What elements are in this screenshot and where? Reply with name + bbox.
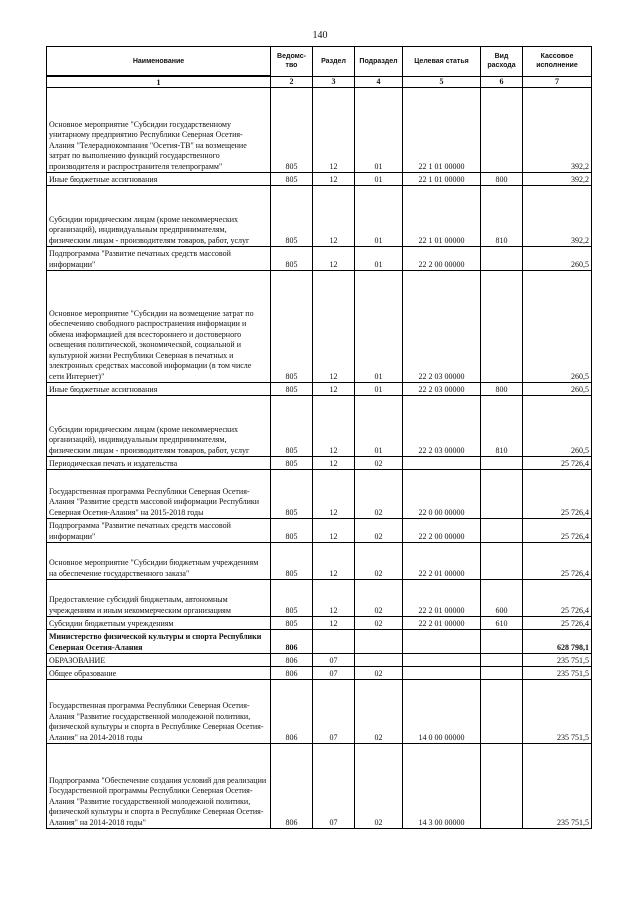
row-ved: 806 bbox=[271, 744, 313, 829]
row-csr: 22 2 01 00000 bbox=[403, 543, 481, 580]
col-header-kass: Кассовое исполнение bbox=[523, 47, 592, 77]
row-vr bbox=[481, 88, 523, 173]
row-podrazdel: 02 bbox=[355, 580, 403, 617]
row-podrazdel: 02 bbox=[355, 680, 403, 744]
row-kass: 25 726,4 bbox=[523, 457, 592, 470]
row-vr bbox=[481, 630, 523, 654]
col-number: 5 bbox=[403, 76, 481, 88]
row-kass: 260,5 bbox=[523, 383, 592, 396]
row-name: Периодическая печать и издательства bbox=[47, 457, 271, 470]
row-podrazdel: 01 bbox=[355, 186, 403, 247]
row-kass: 235 751,5 bbox=[523, 744, 592, 829]
row-ved: 805 bbox=[271, 457, 313, 470]
row-razdel: 12 bbox=[313, 457, 355, 470]
row-csr bbox=[403, 654, 481, 667]
table-row bbox=[47, 680, 592, 744]
row-name: Подпрограмма "Развитие печатных средств массовой информации" bbox=[47, 519, 271, 543]
row-csr: 22 2 00 00000 bbox=[403, 247, 481, 271]
table-row bbox=[47, 247, 592, 271]
row-razdel: 07 bbox=[313, 744, 355, 829]
row-vr: 810 bbox=[481, 396, 523, 457]
col-number: 1 bbox=[47, 76, 271, 88]
column-number-row bbox=[47, 76, 592, 88]
row-razdel: 12 bbox=[313, 519, 355, 543]
row-name: Предоставление субсидий бюджетным, автономным учреждениям и иным некоммерческим организациям bbox=[47, 580, 271, 617]
row-name: Подпрограмма "Обеспечение создания условий для реализации Государственной программы Республики Северная Осетия-Алания "Развитие государственной молодежной политики, физической культуры и спорта в Республике Северная Осетия-Алания" на 2014-2018 годы" bbox=[47, 744, 271, 829]
row-kass: 235 751,5 bbox=[523, 654, 592, 667]
row-ved: 805 bbox=[271, 173, 313, 186]
row-ved: 806 bbox=[271, 630, 313, 654]
row-csr: 22 2 03 00000 bbox=[403, 396, 481, 457]
row-kass: 25 726,4 bbox=[523, 617, 592, 630]
row-name: Иные бюджетные ассигнования bbox=[47, 383, 271, 396]
row-podrazdel bbox=[355, 654, 403, 667]
row-vr: 800 bbox=[481, 383, 523, 396]
row-podrazdel: 01 bbox=[355, 271, 403, 383]
row-razdel: 12 bbox=[313, 617, 355, 630]
row-razdel: 12 bbox=[313, 271, 355, 383]
row-kass: 260,5 bbox=[523, 271, 592, 383]
row-ved: 805 bbox=[271, 88, 313, 173]
row-name: Государственная программа Республики Северная Осетия-Алания "Развитие средств массовой информации Республики Северная Осетия-Алания" на 2015-2018 годы bbox=[47, 470, 271, 519]
row-csr: 14 3 00 00000 bbox=[403, 744, 481, 829]
row-vr: 600 bbox=[481, 580, 523, 617]
row-csr: 22 2 03 00000 bbox=[403, 271, 481, 383]
row-ved: 805 bbox=[271, 186, 313, 247]
row-razdel: 12 bbox=[313, 543, 355, 580]
row-vr: 810 bbox=[481, 186, 523, 247]
col-number: 2 bbox=[271, 76, 313, 88]
row-razdel: 12 bbox=[313, 173, 355, 186]
row-vr bbox=[481, 654, 523, 667]
row-vr bbox=[481, 543, 523, 580]
row-razdel: 07 bbox=[313, 680, 355, 744]
col-header-ved: Ведомс-тво bbox=[271, 47, 313, 77]
row-vr bbox=[481, 519, 523, 543]
row-ved: 805 bbox=[271, 580, 313, 617]
row-vr bbox=[481, 667, 523, 680]
table-row bbox=[47, 630, 592, 654]
row-csr: 22 1 01 00000 bbox=[403, 173, 481, 186]
row-razdel: 12 bbox=[313, 247, 355, 271]
col-number: 4 bbox=[355, 76, 403, 88]
row-name: Основное мероприятие "Субсидии государственному унитарному предприятию Республики Северная Осетия-Алания "Телерадиокомпания "Осетия-ТВ" на возмещение затрат по выполнению функций государственного производителя и распространителя телепрограмм" bbox=[47, 88, 271, 173]
row-name: Министерство физической культуры и спорта Республики Северная Осетия-Алания bbox=[47, 630, 271, 654]
row-csr: 22 2 01 00000 bbox=[403, 580, 481, 617]
row-kass: 25 726,4 bbox=[523, 580, 592, 617]
row-ved: 805 bbox=[271, 543, 313, 580]
row-kass: 235 751,5 bbox=[523, 680, 592, 744]
row-vr: 800 bbox=[481, 173, 523, 186]
row-name: Субсидии бюджетным учреждениям bbox=[47, 617, 271, 630]
row-podrazdel: 02 bbox=[355, 457, 403, 470]
row-name: Государственная программа Республики Северная Осетия-Алания "Развитие государственной молодежной политики, физической культуры и спорта в Республике Северная Осетия-Алания" на 2014-2018 годы bbox=[47, 680, 271, 744]
row-podrazdel: 02 bbox=[355, 519, 403, 543]
row-kass: 392,2 bbox=[523, 88, 592, 173]
row-vr: 610 bbox=[481, 617, 523, 630]
row-ved: 805 bbox=[271, 519, 313, 543]
row-ved: 805 bbox=[271, 247, 313, 271]
row-podrazdel bbox=[355, 630, 403, 654]
row-name: Основное мероприятие "Субсидии на возмещение затрат по обеспечению свободного распространения информации и обмена информацией для всестороннего и достоверного освещения политической, экономической, социальной и культурной жизни Республики Северная в печатных и электронных средствах массовой информации (в том числе сети Интернет)" bbox=[47, 271, 271, 383]
row-csr: 22 2 00 00000 bbox=[403, 519, 481, 543]
row-razdel: 12 bbox=[313, 186, 355, 247]
col-header-razdel: Раздел bbox=[313, 47, 355, 77]
row-name: Субсидии юридическим лицам (кроме некоммерческих организаций), индивидуальным предпринимателям, физическим лицам - производителям товаров, работ, услуг bbox=[47, 186, 271, 247]
row-name: Общее образование bbox=[47, 667, 271, 680]
row-kass: 392,2 bbox=[523, 186, 592, 247]
row-ved: 805 bbox=[271, 383, 313, 396]
table-row bbox=[47, 173, 592, 186]
row-name: Иные бюджетные ассигнования bbox=[47, 173, 271, 186]
row-vr bbox=[481, 457, 523, 470]
row-csr: 22 2 01 00000 bbox=[403, 617, 481, 630]
row-vr bbox=[481, 247, 523, 271]
row-ved: 805 bbox=[271, 617, 313, 630]
col-header-name: Наименование bbox=[47, 47, 271, 77]
row-vr bbox=[481, 470, 523, 519]
row-razdel: 07 bbox=[313, 667, 355, 680]
table-row bbox=[47, 271, 592, 383]
row-vr bbox=[481, 680, 523, 744]
table-row bbox=[47, 396, 592, 457]
page-number: 140 bbox=[312, 30, 328, 41]
col-number: 7 bbox=[523, 76, 592, 88]
table-row bbox=[47, 580, 592, 617]
col-number: 6 bbox=[481, 76, 523, 88]
row-name: Подпрограмма "Развитие печатных средств массовой информации" bbox=[47, 247, 271, 271]
row-razdel: 07 bbox=[313, 654, 355, 667]
row-kass: 628 798,1 bbox=[523, 630, 592, 654]
row-csr: 14 0 00 00000 bbox=[403, 680, 481, 744]
row-ved: 805 bbox=[271, 271, 313, 383]
table-row bbox=[47, 519, 592, 543]
row-razdel: 12 bbox=[313, 88, 355, 173]
budget-table bbox=[46, 46, 592, 829]
row-kass: 260,5 bbox=[523, 396, 592, 457]
row-kass: 25 726,4 bbox=[523, 470, 592, 519]
row-podrazdel: 02 bbox=[355, 470, 403, 519]
row-csr: 22 1 01 00000 bbox=[403, 186, 481, 247]
row-name: ОБРАЗОВАНИЕ bbox=[47, 654, 271, 667]
row-csr: 22 0 00 00000 bbox=[403, 470, 481, 519]
row-kass: 25 726,4 bbox=[523, 543, 592, 580]
col-number: 3 bbox=[313, 76, 355, 88]
row-razdel bbox=[313, 630, 355, 654]
table-row bbox=[47, 744, 592, 829]
row-kass: 392,2 bbox=[523, 173, 592, 186]
row-razdel: 12 bbox=[313, 580, 355, 617]
row-podrazdel: 02 bbox=[355, 667, 403, 680]
table-body bbox=[47, 88, 592, 829]
col-header-vr: Вид расхода bbox=[481, 47, 523, 77]
row-ved: 806 bbox=[271, 654, 313, 667]
table-row bbox=[47, 383, 592, 396]
row-csr: 22 1 01 00000 bbox=[403, 88, 481, 173]
row-name: Основное мероприятие "Субсидии бюджетным учреждениям на обеспечение государственного заказа" bbox=[47, 543, 271, 580]
row-podrazdel: 01 bbox=[355, 88, 403, 173]
col-header-csr: Целевая статья bbox=[403, 47, 481, 77]
table-row bbox=[47, 457, 592, 470]
table-row bbox=[47, 470, 592, 519]
row-ved: 806 bbox=[271, 667, 313, 680]
row-kass: 260,5 bbox=[523, 247, 592, 271]
row-razdel: 12 bbox=[313, 396, 355, 457]
row-ved: 805 bbox=[271, 470, 313, 519]
row-name: Субсидии юридическим лицам (кроме некоммерческих организаций), индивидуальным предпринимателям, физическим лицам - производителям товаров, работ, услуг bbox=[47, 396, 271, 457]
row-ved: 805 bbox=[271, 396, 313, 457]
row-csr bbox=[403, 667, 481, 680]
row-csr: 22 2 03 00000 bbox=[403, 383, 481, 396]
table-row bbox=[47, 186, 592, 247]
row-vr bbox=[481, 271, 523, 383]
row-csr bbox=[403, 630, 481, 654]
table-row bbox=[47, 88, 592, 173]
row-podrazdel: 01 bbox=[355, 383, 403, 396]
table-row bbox=[47, 667, 592, 680]
row-kass: 25 726,4 bbox=[523, 519, 592, 543]
row-podrazdel: 01 bbox=[355, 396, 403, 457]
row-kass: 235 751,5 bbox=[523, 667, 592, 680]
row-podrazdel: 02 bbox=[355, 617, 403, 630]
row-razdel: 12 bbox=[313, 383, 355, 396]
row-podrazdel: 01 bbox=[355, 173, 403, 186]
table-row bbox=[47, 543, 592, 580]
row-podrazdel: 02 bbox=[355, 543, 403, 580]
row-podrazdel: 01 bbox=[355, 247, 403, 271]
table-header-row bbox=[47, 47, 592, 77]
row-podrazdel: 02 bbox=[355, 744, 403, 829]
row-vr bbox=[481, 744, 523, 829]
row-razdel: 12 bbox=[313, 470, 355, 519]
table-row bbox=[47, 654, 592, 667]
col-header-podrazdel: Подраздел bbox=[355, 47, 403, 77]
row-ved: 806 bbox=[271, 680, 313, 744]
row-csr bbox=[403, 457, 481, 470]
table-row bbox=[47, 617, 592, 630]
